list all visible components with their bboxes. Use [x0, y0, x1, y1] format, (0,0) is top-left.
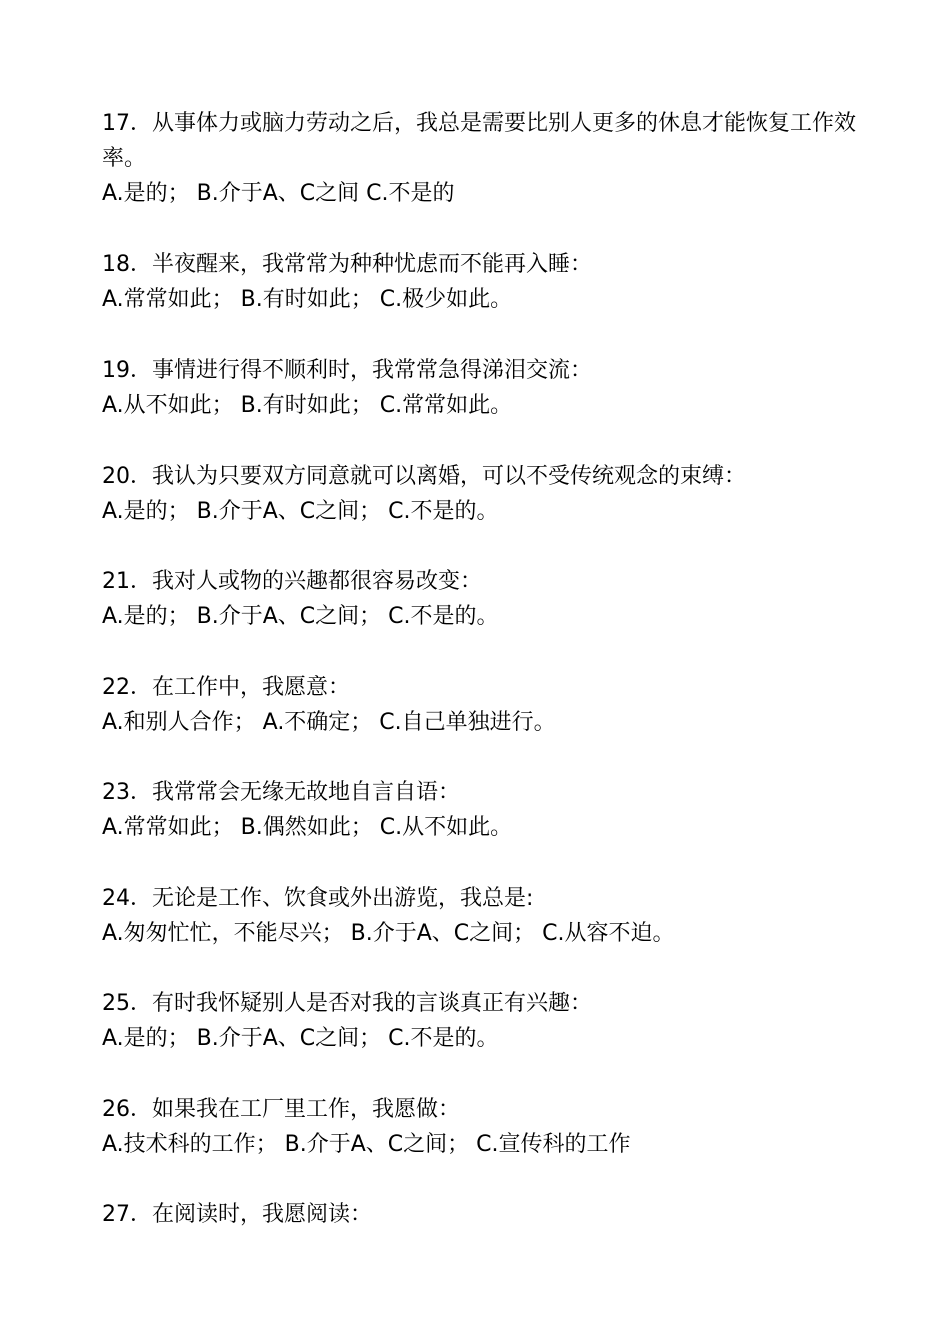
question-options: A.是的； B.介于A、C之间 C.不是的 — [102, 181, 455, 206]
question-18 — [102, 247, 862, 317]
question-text: 24．无论是工作、饮食或外出游览，我总是: — [102, 886, 534, 911]
question-text: 23．我常常会无缘无故地自言自语： — [102, 780, 460, 805]
question-text: 22．在工作中，我愿意： — [102, 675, 350, 700]
question-options: A.匆匆忙忙，不能尽兴； B.介于A、C之间； C.从容不迫。 — [102, 921, 675, 946]
question-27 — [102, 1197, 862, 1232]
question-20 — [102, 459, 862, 529]
question-22 — [102, 670, 862, 740]
question-26 — [102, 1092, 862, 1162]
question-24 — [102, 881, 862, 951]
question-options: A.是的； B.介于A、C之间； C.不是的。 — [102, 604, 499, 629]
question-options: A.技术科的工作； B.介于A、C之间； C.宣传科的工作 — [102, 1132, 631, 1157]
question-options: A.是的； B.介于A、C之间； C.不是的。 — [102, 499, 499, 524]
question-21 — [102, 564, 862, 634]
question-text: 20．我认为只要双方同意就可以离婚，可以不受传统观念的束缚： — [102, 464, 746, 489]
question-options: A.从不如此； B.有时如此； C.常常如此。 — [102, 393, 513, 418]
question-text: 19．事情进行得不顺利时，我常常急得涕泪交流： — [102, 358, 592, 383]
question-options: A.常常如此； B.偶然如此； C.从不如此。 — [102, 815, 513, 840]
question-text: 25．有时我怀疑别人是否对我的言谈真正有兴趣： — [102, 991, 592, 1016]
question-25 — [102, 986, 862, 1056]
question-23 — [102, 775, 862, 845]
question-text: 21．我对人或物的兴趣都很容易改变： — [102, 569, 482, 594]
question-17 — [102, 106, 862, 211]
question-text: 26．如果我在工厂里工作，我愿做： — [102, 1097, 460, 1122]
question-text: 18．半夜醒来，我常常为种种忧虑而不能再入睡： — [102, 252, 592, 277]
question-options: A.是的； B.介于A、C之间； C.不是的。 — [102, 1026, 499, 1051]
question-text: 17．从事体力或脑力劳动之后，我总是需要比别人更多的休息才能恢复工作效率。 — [102, 111, 856, 171]
question-options: A.常常如此； B.有时如此； C.极少如此。 — [102, 287, 513, 312]
question-text: 27．在阅读时，我愿阅读： — [102, 1202, 372, 1227]
question-options: A.和别人合作； A.不确定； C.自己单独进行。 — [102, 710, 556, 735]
question-19 — [102, 353, 862, 423]
